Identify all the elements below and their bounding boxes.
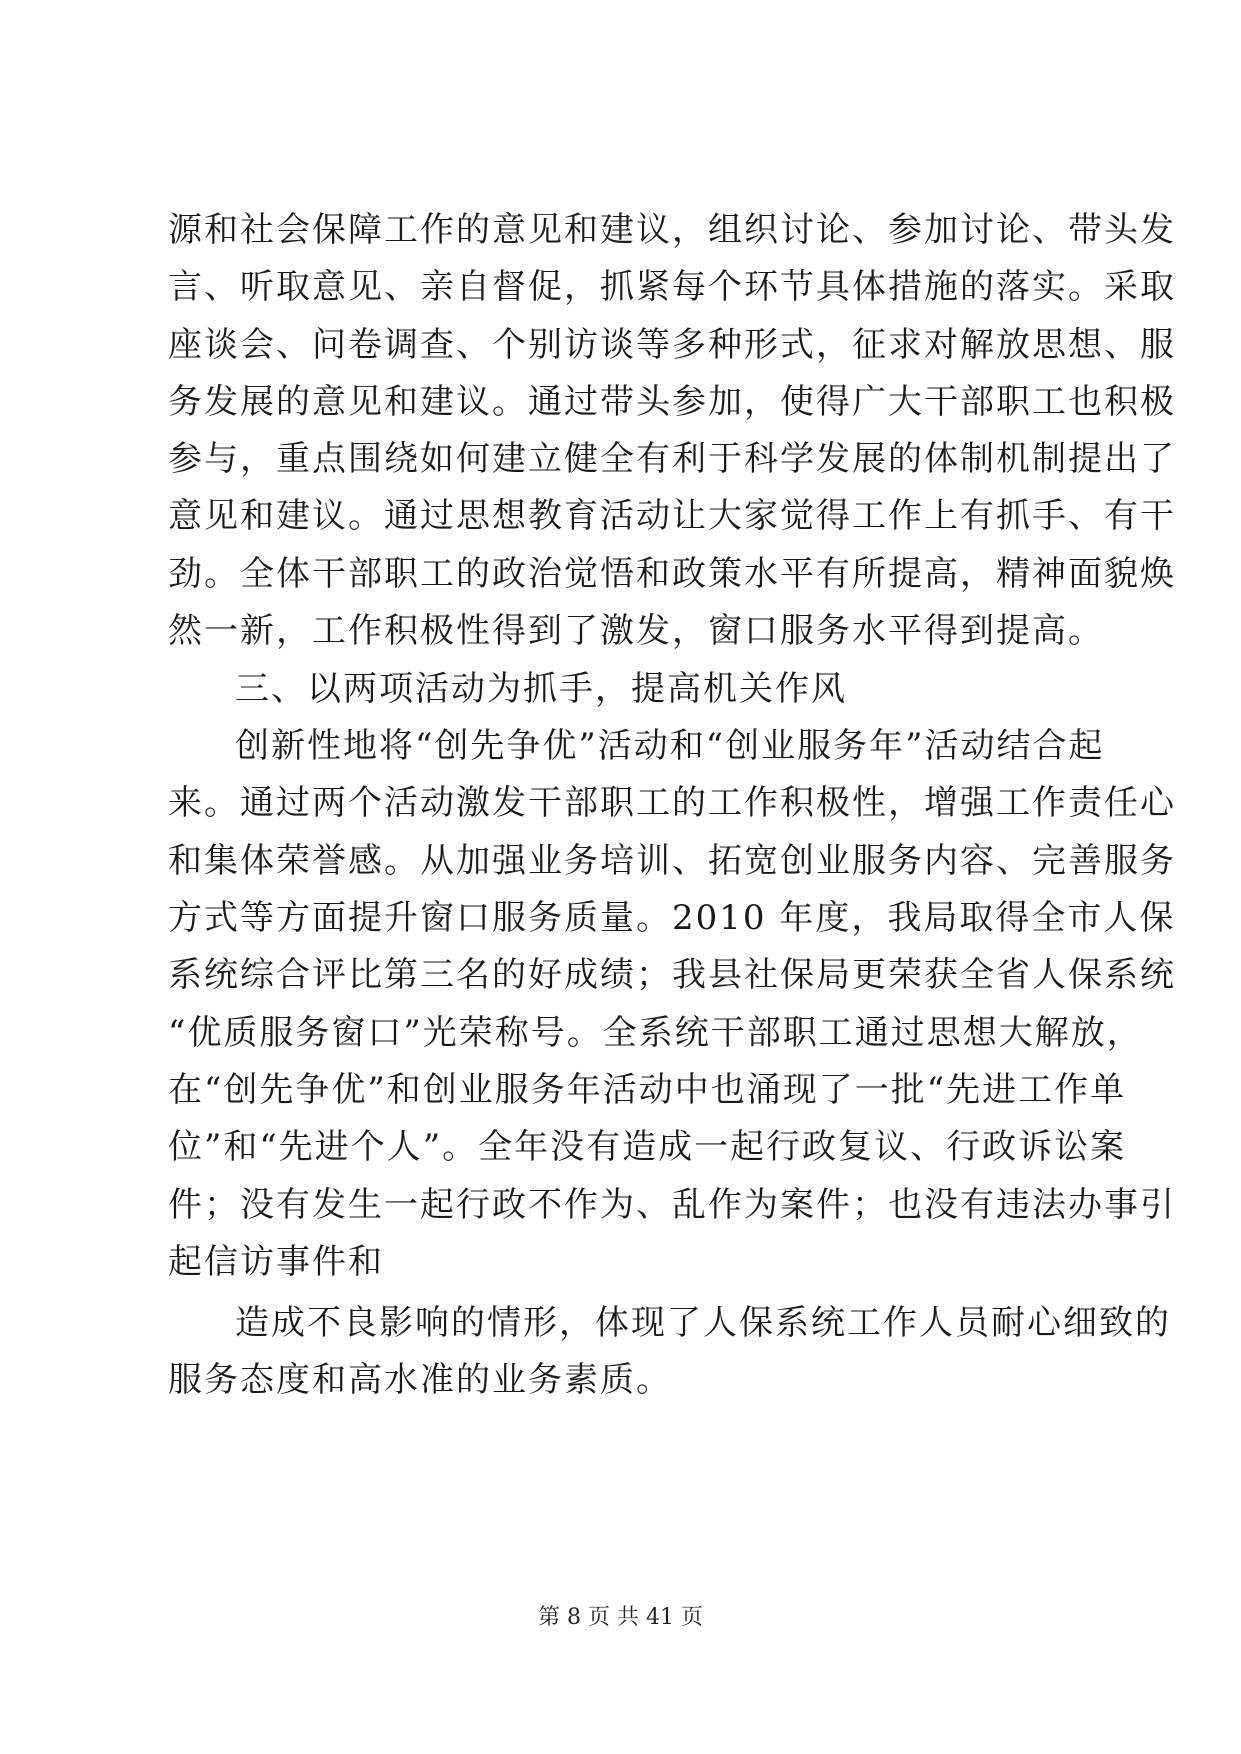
section-heading: 三、以两项活动为抓手，提高机关作风 bbox=[235, 669, 847, 709]
paragraph-line: 来。通过两个活动激发干部职工的工作积极性，增强工作责任心 bbox=[168, 783, 1176, 823]
paragraph-line: 劲。全体干部职工的政治觉悟和政策水平有所提高，精神面貌焕 bbox=[168, 554, 1176, 594]
paragraph-line: 然一新，工作积极性得到了激发，窗口服务水平得到提高。 bbox=[168, 611, 1104, 651]
paragraph-line: 方式等方面提升窗口服务质量。2010 年度，我局取得全市人保 bbox=[168, 898, 1176, 938]
paragraph-line: 言、听取意见、亲自督促，抓紧每个环节具体措施的落实。采取 bbox=[168, 267, 1176, 307]
page-number-footer: 第 8 页 共 41 页 bbox=[538, 1605, 703, 1630]
paragraph-line: 务发展的意见和建议。通过带头参加，使得广大干部职工也积极 bbox=[168, 382, 1176, 422]
paragraph-line: 意见和建议。通过思想教育活动让大家觉得工作上有抓手、有干 bbox=[168, 496, 1176, 536]
paragraph-line: 参与，重点围绕如何建立健全有利于科学发展的体制机制提出了 bbox=[168, 439, 1176, 479]
paragraph-line: “优质服务窗口”光荣称号。全系统干部职工通过思想大解放， bbox=[168, 1013, 1143, 1053]
paragraph-line: 位”和“先进个人”。全年没有造成一起行政复议、行政诉讼案 bbox=[168, 1127, 1127, 1167]
paragraph-line: 件；没有发生一起行政不作为、乱作为案件；也没有违法办事引 bbox=[168, 1185, 1176, 1225]
paragraph-line: 造成不良影响的情形，体现了人保系统工作人员耐心细致的 bbox=[235, 1303, 1171, 1343]
paragraph-line: 和集体荣誉感。从加强业务培训、拓宽创业服务内容、完善服务 bbox=[168, 841, 1176, 881]
paragraph-line: 源和社会保障工作的意见和建议，组织讨论、参加讨论、带头发 bbox=[168, 210, 1176, 250]
paragraph-line: 座谈会、问卷调查、个别访谈等多种形式，征求对解放思想、服 bbox=[168, 325, 1176, 365]
paragraph-line: 在“创先争优”和创业服务年活动中也涌现了一批“先进工作单 bbox=[168, 1070, 1127, 1110]
paragraph-line: 服务态度和高水准的业务素质。 bbox=[168, 1360, 672, 1400]
paragraph-line: 系统综合评比第三名的好成绩；我县社保局更荣获全省人保系统 bbox=[168, 955, 1176, 995]
paragraph-line: 创新性地将“创先争优”活动和“创业服务年”活动结合起 bbox=[235, 726, 1105, 766]
paragraph-line: 起信访事件和 bbox=[168, 1242, 384, 1282]
